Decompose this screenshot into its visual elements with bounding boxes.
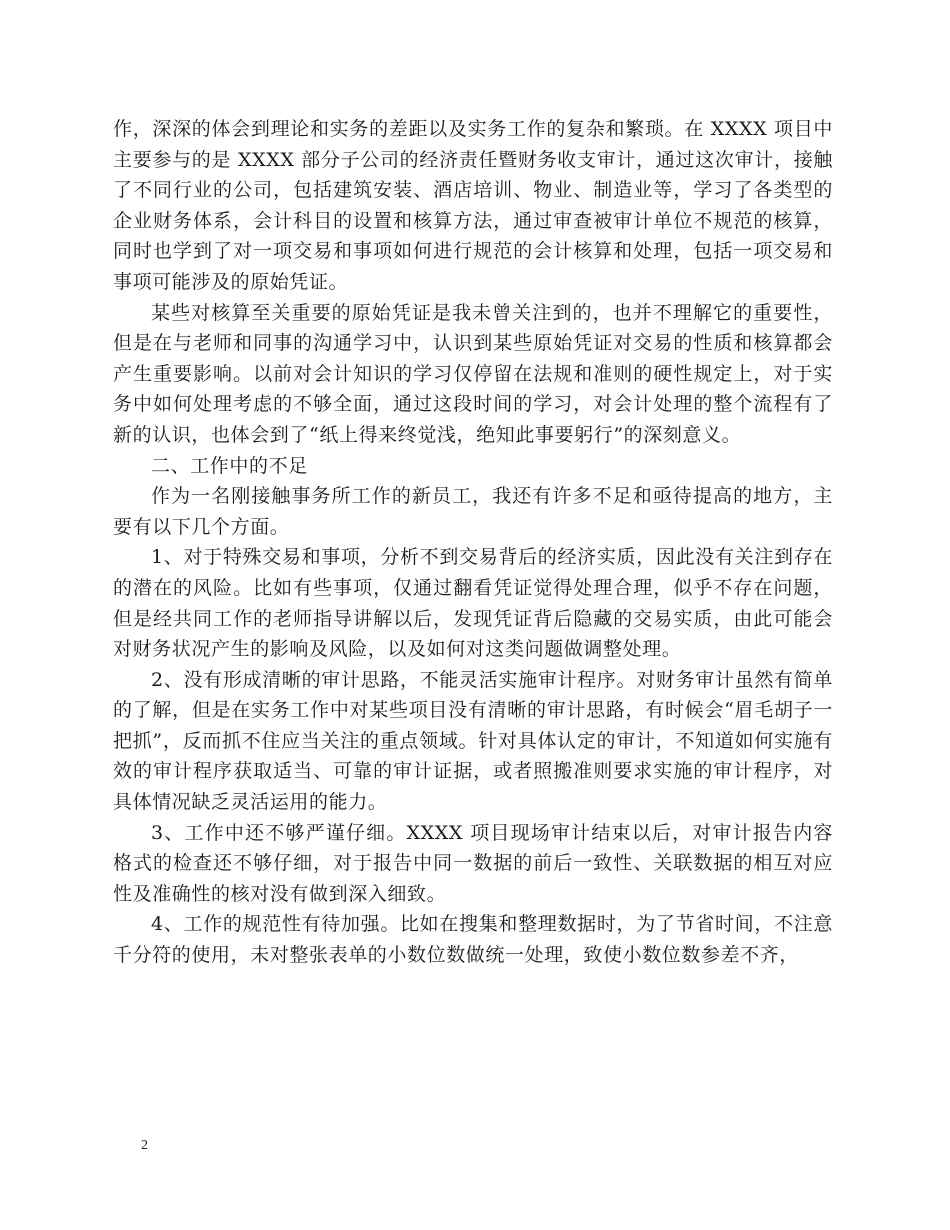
section-heading-shortcomings: 二、工作中的不足 xyxy=(151,454,308,477)
document-body xyxy=(113,114,833,971)
list-item-3: 3、工作中还不够严谨仔细。XXXX 项目现场审计结束以后，对审计报告内容格式的检查还不够仔细，对于报告中同一数据的前后一致性、关联数据的相互对应性及准确性的核对没有做到深入细致。 xyxy=(113,821,833,905)
list-item-1: 1、对于特殊交易和事项，分析不到交易背后的经济实质，因此没有关注到存在的潜在的风险。比如有些事项，仅通过翻看凭证觉得处理合理，似乎不存在问题，但是经共同工作的老师指导讲解以后，发现凭证背后隐藏的交易实质，由此可能会对财务状况产生的影响及风险，以及如何对这类问题做调整处理。 xyxy=(113,546,833,661)
page-number: 2 xyxy=(141,1138,148,1153)
paragraph-3: 作为一名刚接触事务所工作的新员工，我还有许多不足和亟待提高的地方，主要有以下几个方面。 xyxy=(113,485,833,538)
list-item-4: 4、工作的规范性有待加强。比如在搜集和整理数据时，为了节省时间，不注意千分符的使用，未对整张表单的小数位数做统一处理，致使小数位数参差不齐， xyxy=(113,913,833,967)
paragraph-1: 作，深深的体会到理论和实务的差距以及实务工作的复杂和繁琐。在 XXXX 项目中主要参与的是 XXXX 部分子公司的经济责任暨财务收支审计，通过这次审计，接触了不同行业的公司，包括建筑安装、酒店培训、物业、制造业等，学习了各类型的企业财务体系，会计科目的设置和核算方法，通过审查被审计单位不规范的核算，同时也学到了对一项交易和事项如何进行规范的会计核算和处理，包括一项交易和事项可能涉及的原始凭证。 xyxy=(113,118,833,293)
paragraph-2: 某些对核算至关重要的原始凭证是我未曾关注到的，也并不理解它的重要性，但是在与老师和同事的沟通学习中，认识到某些原始凭证对交易的性质和核算都会产生重要影响。以前对会计知识的学习仅停留在法规和准则的硬性规定上，对于实务中如何处理考虑的不够全面，通过这段时间的学习，对会计处理的整个流程有了新的认识，也体会到了“纸上得来终觉浅，绝知此事要躬行”的深刻意义。 xyxy=(113,301,833,446)
list-item-2: 2、没有形成清晰的审计思路，不能灵活实施审计程序。对财务审计虽然有简单的了解，但是在实务工作中对某些项目没有清晰的审计思路，有时候会“眉毛胡子一把抓”，反而抓不住应当关注的重点领域。针对具体认定的审计，不知道如何实施有效的审计程序获取适当、可靠的审计证据，或者照搬准则要求实施的审计程序，对具体情况缺乏灵活运用的能力。 xyxy=(113,668,833,814)
